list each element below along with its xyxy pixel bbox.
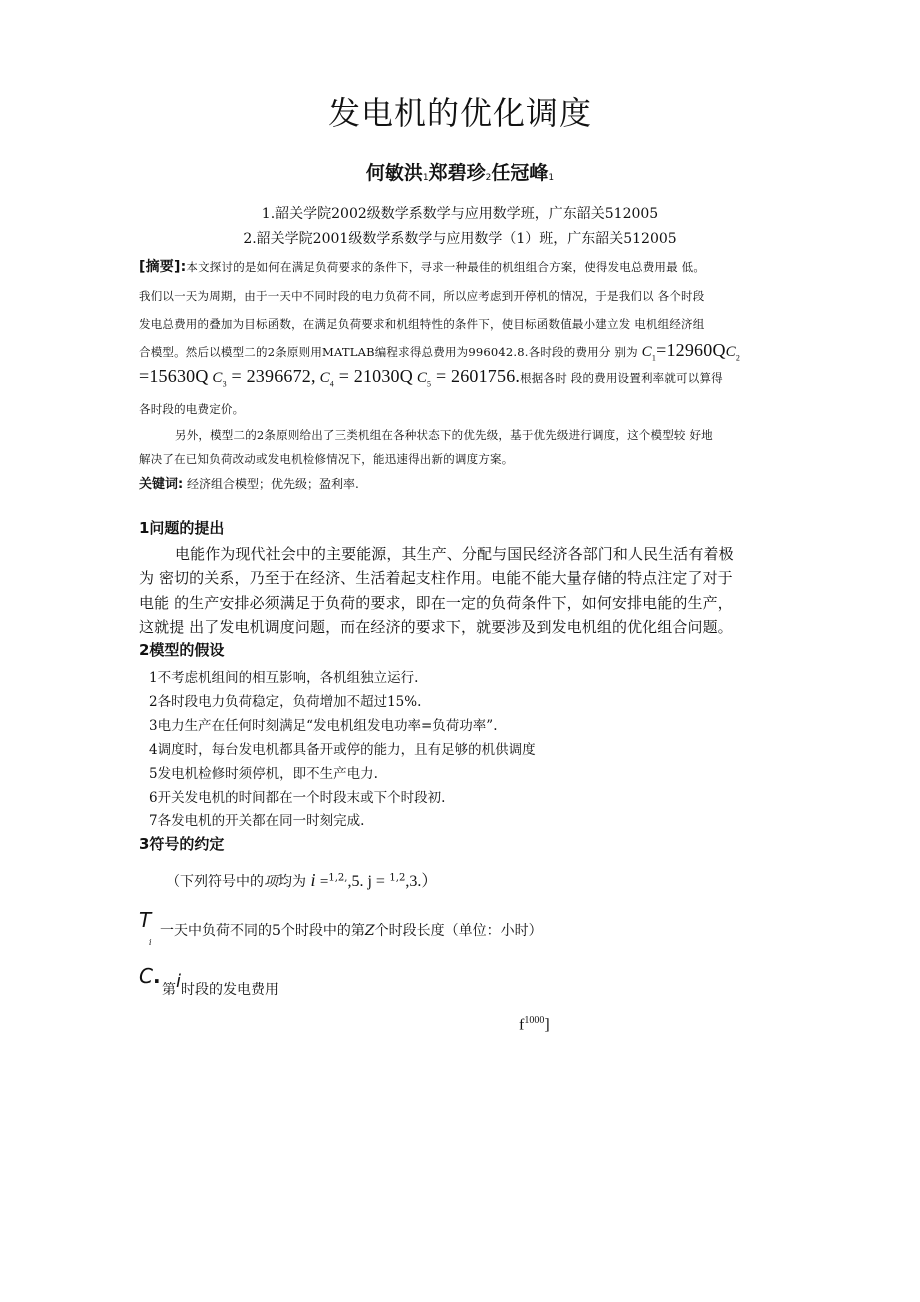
abstract-para2-line-2: 解决了在已知负荷改动或发电机检修情况下，能迅速得出新的调度方案。 [139,452,514,466]
abstract-line-2: 我们以一天为周期，由于一天中不同时段的电力负荷不同，所以应考虑到开停机的情况，于是我们以 各个时段 [139,289,705,303]
note-text: 均为 [278,874,306,890]
note-item: 项 [264,874,278,890]
fragment-bracket: ] [544,1016,550,1034]
section-3-heading: 3符号的约定 [139,835,225,853]
note-text: （下列符号中的 [166,874,264,890]
author-affil-mark: 1 [548,173,555,183]
assumption-item: 7各发电机的开关都在同一时刻完成. [149,813,365,829]
affiliation-2: 2.韶关学院2001级数学系数学与应用数学（1）班，广东韶关512005 [243,231,677,247]
symbol-C-desc [162,971,280,999]
abstract-line-5 [139,366,723,389]
assumption-item: 2各时段电力负荷稳定，负荷增加不超过15%. [149,694,422,710]
keywords-label: 关键词: [139,477,184,492]
abstract-label: [摘要]: [139,259,187,275]
note-i: i [310,870,316,890]
abstract-para2-line-1: 另外，模型二的2条原则给出了三类机组在各种状态下的优先级，基于优先级进行调度，这个模型较 好地 [175,428,713,442]
author-name: 任冠峰 [491,162,549,184]
desc-var: Z [364,923,375,939]
abstract-text: 本文探讨的是如何在满足负荷要求的条件下，寻求一种最佳的机组组合方案，使得发电总费用最 低。 [186,260,706,274]
assumption-item: 6开关发电机的时间都在一个时段末或下个时段初. [149,790,446,806]
abstract-text: 根据各时 段的费用设置利率就可以算得 [520,371,723,385]
author-name: 郑碧珍 [428,162,486,184]
cost-c4: $C_4 = 21030Q$ [319,366,413,389]
abstract-text: 合模型。然后以模型二的2条原则用MATLAB编程求得总费用为996042.8.各时段的费用分 别为 [139,345,638,359]
notation-note [166,868,437,891]
symbol-C [139,964,161,988]
assumption-item: 1不考虑机组间的相互影响，各机组独立运行. [149,670,419,686]
desc-text: 时段的发电费用 [181,982,280,998]
author-name: 何敏洪 [365,162,423,184]
abstract-line-1 [139,256,705,276]
assumption-item: 4调度时，每台发电机都具备开或停的能力，且有足够的机供调度 [149,742,536,758]
affiliation-1: 1.韶关学院2002级数学系数学与应用数学班，广东韶关512005 [261,206,659,222]
symbol-T-desc [160,920,543,940]
author-affil-mark: 1 [422,173,429,183]
note-text: ,3.） [405,873,438,890]
symbol-T-sub: i [149,938,152,947]
note-sup: 1,2, [328,872,348,884]
symbol-C-letter: C [139,964,153,988]
note-eq: = [319,874,329,890]
abstract-line-3: 发电总费用的叠加为目标函数，在满足负荷要求和机组特性的条件下，使目标函数值最小建立发 电机组经济组 [139,317,705,331]
cost-c3: $C_3 = 2396672$, [212,366,316,389]
cost-c3-value: = 2396672, [231,366,316,386]
desc-text: 一天中负荷不同的5个时段中的第 [160,923,365,939]
section-1-line-4: 这就提 出了发电机调度问题，而在经济的要求下，就要涉及到发电机组的优化组合问题。 [139,618,733,636]
cost-c4-value: = 21030Q [338,366,413,386]
desc-var: i [176,971,182,992]
section-1-line-1: 电能作为现代社会中的主要能源，其生产、分配与国民经济各部门和人民生活有着极 [175,545,734,563]
symbol-C-dot: . [152,964,161,988]
cost-c1: $C_1=12960QC_2$ [641,340,741,363]
formula-fragment [519,1015,550,1034]
assumption-item: 5发电机检修时须停机，即不生产电力. [149,766,378,782]
section-1-line-3: 电能 的生产安排必须满足于负荷的要求，即在一定的负荷条件下，如何安排电能的生产， [139,594,733,612]
note-text: ,5. j = [347,873,385,890]
cost-c5: $C_5 = 2601756$. [416,366,521,389]
cost-c2-value: =15630Q [139,366,209,386]
note-sup: 1,2 [389,872,406,884]
keywords-text: 经济组合模型；优先级；盈利率. [187,477,359,491]
cost-c1-value: =12960Q [656,340,726,360]
cost-c5-value: = 2601756. [435,366,521,386]
desc-text: 第 [162,982,176,998]
assumption-item: 3电力生产在任何时刻满足“发电机组发电功率=负荷功率”. [149,718,498,734]
symbol-T: T [139,908,152,932]
section-1-heading: 1问题的提出 [139,519,225,537]
keywords [139,473,359,492]
fragment-f: f [519,1016,525,1034]
section-1-line-2: 为 密切的关系，乃至于在经济、生活着起支柱作用。电能不能大量存储的特点注定了对于 [139,569,733,587]
abstract-line-6: 各时段的电费定价。 [139,402,245,416]
section-2-heading: 2模型的假设 [139,641,225,659]
author-affil-mark: 2 [485,173,492,183]
desc-text: 个时段长度（单位：小时） [374,923,543,939]
fragment-sup: 1000 [524,1015,545,1026]
abstract-line-4 [139,340,740,363]
author-list [0,158,920,185]
paper-title: 发电机的优化调度 [327,94,592,132]
